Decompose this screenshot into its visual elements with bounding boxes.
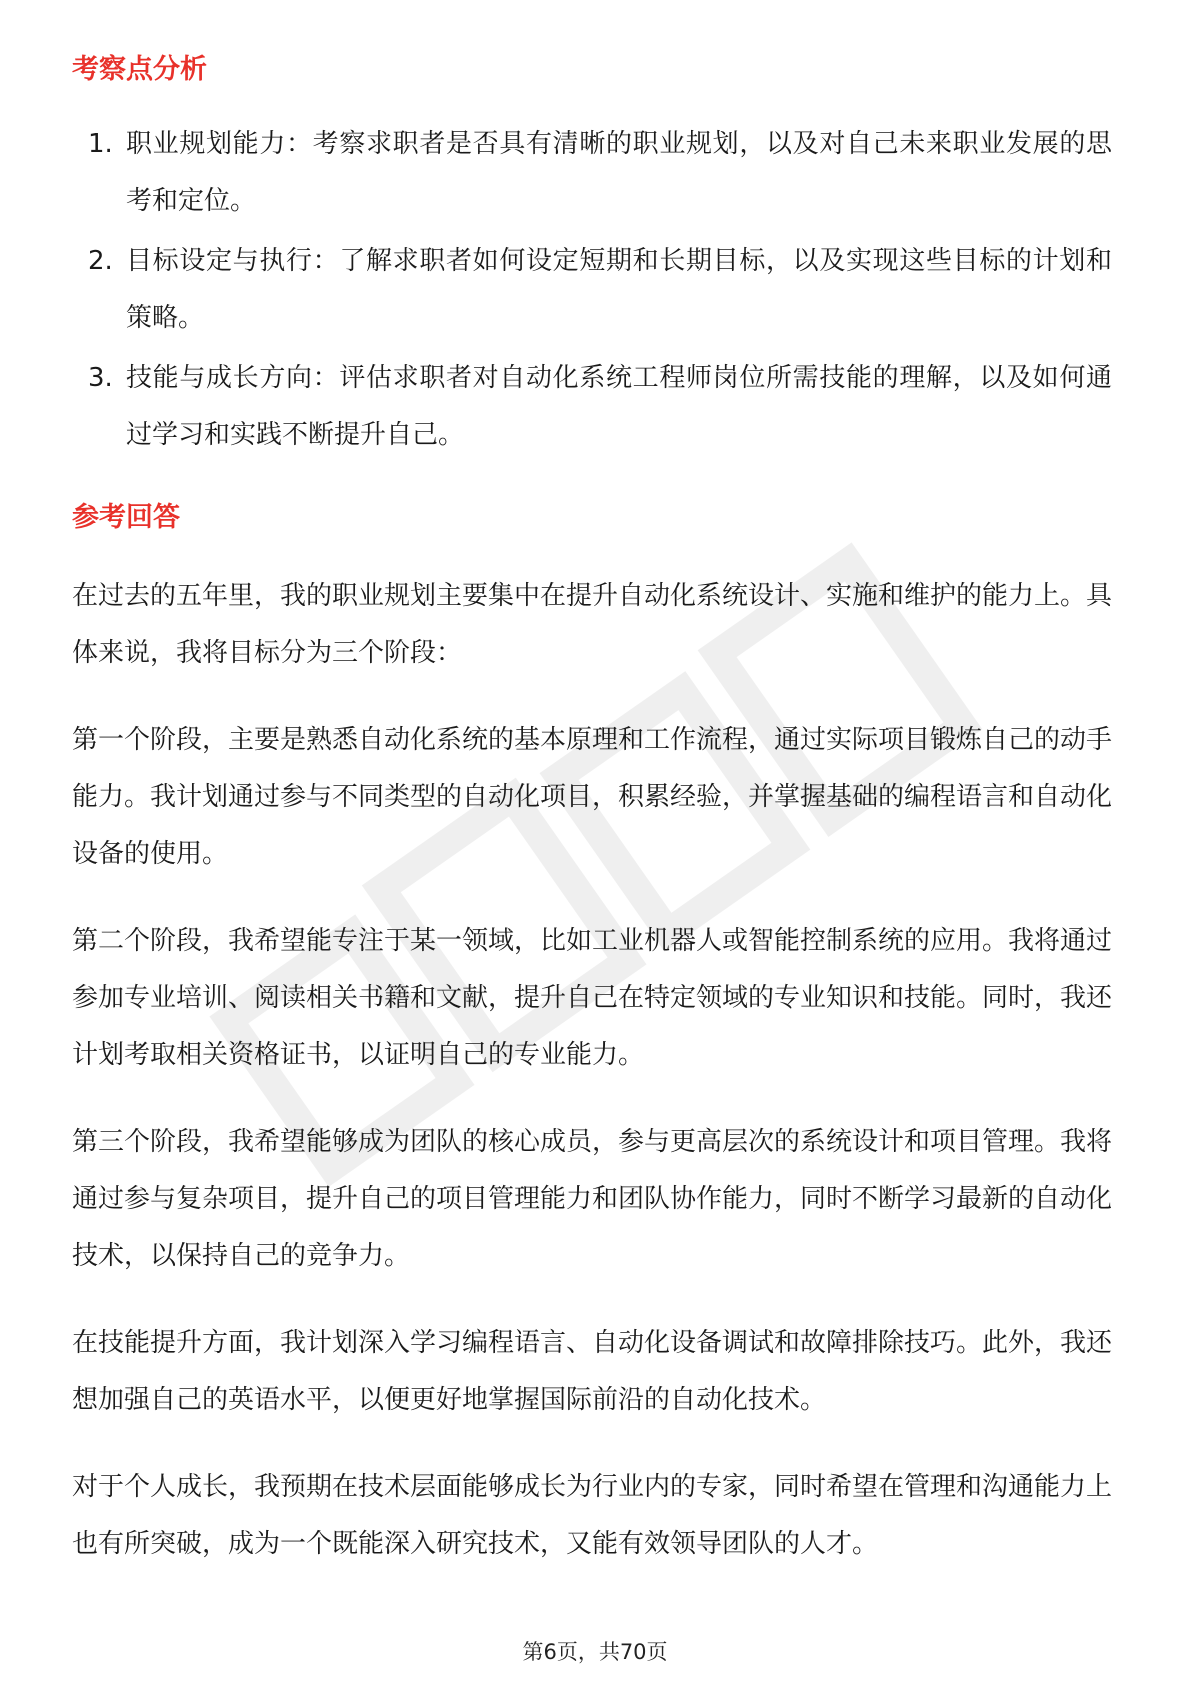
item-text: 技能与成长方向：评估求职者对自动化系统工程师岗位所需技能的理解，以及如何通过学习和实践不断提升自己。 (126, 363, 1112, 450)
answer-paragraph: 在过去的五年里，我的职业规划主要集中在提升自动化系统设计、实施和维护的能力上。具体来说，我将目标分为三个阶段： (72, 581, 1113, 668)
analysis-heading: 考察点分析 (72, 54, 207, 85)
analysis-item (72, 116, 1112, 230)
document-page (72, 44, 1112, 1573)
answer-paragraph: 对于个人成长，我预期在技术层面能够成长为行业内的专家，同时希望在管理和沟通能力上也有所突破，成为一个既能深入研究技术，又能有效领导团队的人才。 (72, 1472, 1113, 1559)
item-number: 1. (88, 129, 113, 159)
answer-paragraph: 在技能提升方面，我计划深入学习编程语言、自动化设备调试和故障排除技巧。此外，我还想加强自己的英语水平，以便更好地掌握国际前沿的自动化技术。 (72, 1328, 1113, 1415)
item-number: 2. (88, 246, 113, 276)
item-text: 职业规划能力：考察求职者是否具有清晰的职业规划，以及对自己未来职业发展的思考和定位。 (126, 129, 1112, 216)
answer-heading: 参考回答 (72, 502, 180, 533)
analysis-item (72, 233, 1112, 347)
answer-body (72, 568, 1112, 1573)
analysis-list (72, 116, 1112, 464)
answer-paragraph: 第一个阶段，主要是熟悉自动化系统的基本原理和工作流程，通过实际项目锻炼自己的动手能力。我计划通过参与不同类型的自动化项目，积累经验，并掌握基础的编程语言和自动化设备的使用。 (72, 725, 1113, 869)
page-number: 第6页，共70页 (522, 1640, 668, 1664)
item-number: 3. (88, 363, 113, 393)
analysis-item (72, 350, 1112, 464)
answer-paragraph: 第二个阶段，我希望能专注于某一领域，比如工业机器人或智能控制系统的应用。我将通过参加专业培训、阅读相关书籍和文献，提升自己在特定领域的专业知识和技能。同时，我还计划考取相关资格证书，以证明自己的专业能力。 (72, 926, 1113, 1070)
answer-paragraph: 第三个阶段，我希望能够成为团队的核心成员，参与更高层次的系统设计和项目管理。我将通过参与复杂项目，提升自己的项目管理能力和团队协作能力，同时不断学习最新的自动化技术，以保持自己的竞争力。 (72, 1127, 1113, 1271)
item-text: 目标设定与执行：了解求职者如何设定短期和长期目标，以及实现这些目标的计划和策略。 (126, 246, 1112, 333)
